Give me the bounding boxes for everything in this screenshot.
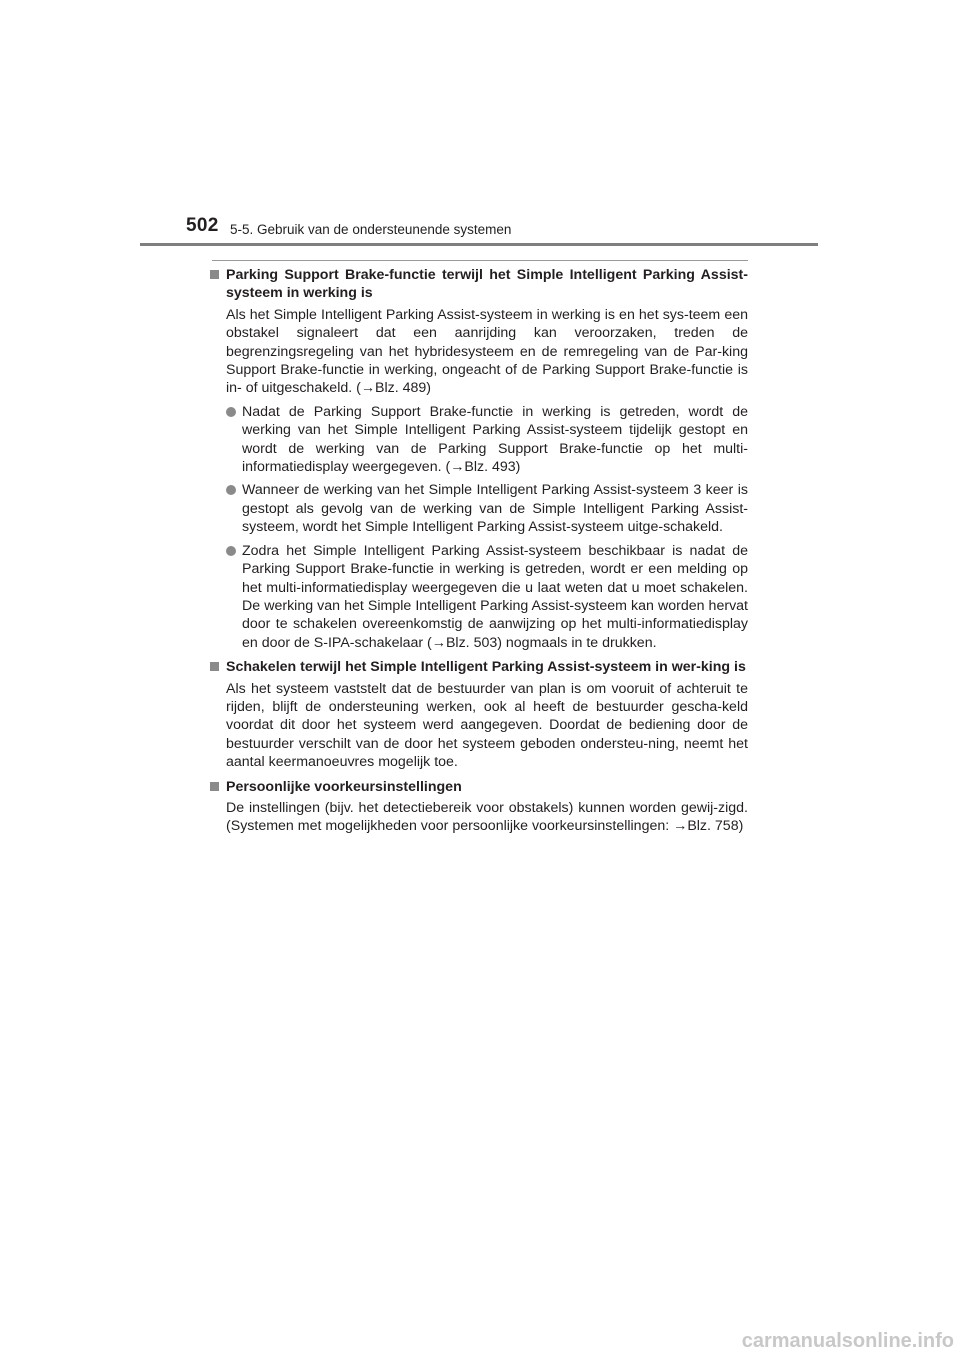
page-content — [210, 266, 748, 842]
content-top-divider — [212, 260, 748, 261]
round-bullet-icon — [226, 542, 242, 560]
section-schakelen — [210, 658, 748, 771]
list-item — [226, 481, 748, 536]
square-bullet-icon — [210, 662, 222, 671]
round-bullet-icon — [226, 403, 242, 421]
section-paragraph: Als het Simple Intelligent Parking Assist-systeem in werking is en het sys-teem een obstakel signaleert dat een aanrijding kan veroorzaken, treden de begrenzingsregeling van het hybridesysteem en de remregeling van de Par-king Support Brake-functie in werking, ongeacht of de Parking Support Brake-functie is in- of uitgeschakeld. (→Blz. 489) — [226, 306, 748, 397]
section-paragraph: De instellingen (bijv. het detectiebereik voor obstakels) kunnen worden gewij-zigd. (Systemen met mogelijkheden voor persoonlijke voorkeursinstellingen: →Blz. 758) — [226, 799, 748, 835]
section-title: Schakelen terwijl het Simple Intelligent Parking Assist-systeem in wer-king is — [226, 659, 746, 676]
square-bullet-icon — [210, 782, 222, 791]
watermark: carmanualsonline.info — [741, 1330, 954, 1352]
header-divider — [140, 243, 818, 246]
round-bullet-icon — [226, 481, 242, 499]
list-item-text: Nadat de Parking Support Brake-functie in werking is getreden, wordt de werking van het Simple Intelligent Parking Assist-systeem tijdelijk gestopt en wordt de werking van de Parking Support Brake-functie op het multi-informatiedisplay weergegeven. (→Blz. 493) — [242, 403, 748, 476]
square-bullet-icon — [210, 270, 222, 279]
running-header: 5-5. Gebruik van de ondersteunende systemen — [230, 222, 512, 237]
list-item — [226, 403, 748, 477]
section-heading — [210, 778, 748, 796]
section-heading — [210, 658, 748, 676]
list-item-text: Zodra het Simple Intelligent Parking Assist-systeem beschikbaar is nadat de Parking Support Brake-functie in werking is getreden, wordt er een melding op het multi-informatiedisplay weergegeven die u laat weten dat u moet schakelen. De werking van het Simple Intelligent Parking Assist-systeem kan worden hervat door te schakelen overeenkomstig de aanwijzing op het multi-informatiedisplay en door de S-IPA-schakelaar (→Blz. 503) nogmaals in te drukken. — [242, 542, 748, 651]
section-parking-support-brake — [210, 266, 748, 652]
section-heading — [210, 266, 748, 303]
list-item — [226, 542, 748, 652]
list-item-text: Wanneer de werking van het Simple Intelligent Parking Assist-systeem 3 keer is gestopt als gevolg van de werking van de Simple Intelligent Parking Assist-systeem, wordt het Simple Intelligent Parking Assist-systeem uitge-schakeld. — [242, 482, 748, 536]
section-paragraph: Als het systeem vaststelt dat de bestuurder van plan is om vooruit of achteruit te rijden, blijft de ondersteuning werken, ook al heeft de bestuurder gescha-keld voordat dit door het systeem werd aangegeven. Doordat de bediening door de bestuurder verschilt van de door het systeem geboden ondersteu-ning, neemt het aantal keermanoeuvres mogelijk toe. — [226, 680, 748, 771]
page-number: 502 — [186, 215, 219, 236]
section-title: Persoonlijke voorkeursinstellingen — [226, 778, 462, 795]
section-persoonlijke-voorkeursinstellingen — [210, 778, 748, 836]
section-title: Parking Support Brake-functie terwijl het Simple Intelligent Parking Assist-systeem in werking is — [226, 267, 748, 302]
